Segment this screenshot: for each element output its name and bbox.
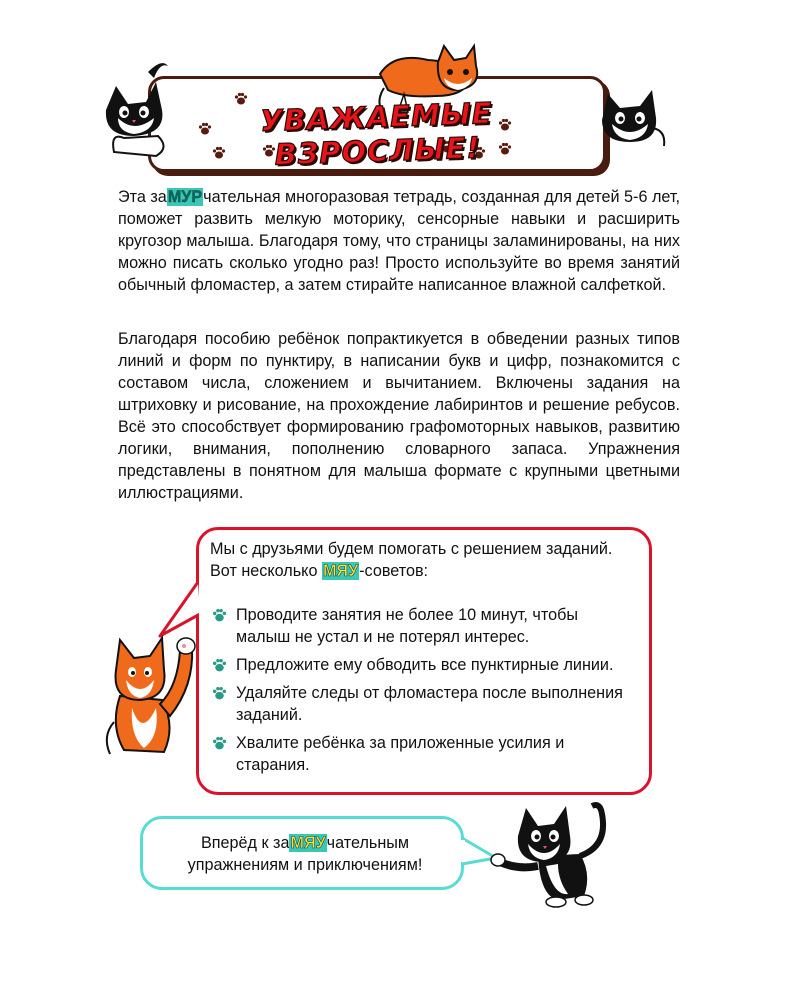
paw-bullet-icon [212,608,227,623]
mur-highlight: МУР [167,188,203,206]
cta-text: Вперёд к заМЯУчательным упражнениям и приключениям! [187,834,423,874]
paw-bullet-icon [212,686,227,701]
intro-paragraph-2: Благодаря пособию ребёнок попрактикуется в обведении разных типов линий и форм по пунктиру, в написании букв и цифр, познакомится с составом числа, сложением и вычитанием. Включены задания на штриховку и рисование, на прохождение лабиринтов и решение ребусов. Всё это способствует формированию графомоторных навыков, развитию логики, внимания, пополнению словарного запаса. Упражнения представлены в понятном для малыша формате с крупными цветными иллюстрациями. [118,330,680,502]
black-cat-right-illustration [596,80,668,152]
black-cat-pointing-illustration [488,796,618,912]
paw-bullet-icon [212,736,227,751]
list-item: Предложите ему обводить все пунктирные линии. [210,654,630,676]
paw-bullet-icon [212,658,227,673]
myau-highlight: МЯУ [322,562,359,580]
orange-cat-waving-illustration [96,626,206,766]
myau-highlight: МЯУ [290,834,326,852]
list-item: Проводите занятия не более 10 минут, чтобы малыш не устал и не потерял интерес. [210,604,630,648]
list-item: Хвалите ребёнка за приложенные усилия и старания. [210,732,630,776]
intro-paragraph-1: Эта заМУРчательная многоразовая тетрадь, созданная для детей 5-6 лет, поможет развить мелкую моторику, сенсорные навыки и расширить кругозор малыша. Благодаря тому, что страницы заламинированы, на них можно писать сколько угодно раз! Просто используйте во время занятий обычный фломастер, а затем стирайте написанное влажной салфеткой. [118,188,680,294]
advice-intro-text: Мы с друзьями будем помогать с решением заданий. Вот несколько МЯУ-советов: [210,540,613,580]
tips-list [210,604,630,776]
page-title: УВАЖАЕМЫЕ ВЗРОСЛЫЕ! [259,95,494,172]
list-item: Удаляйте следы от фломастера после выполнения заданий. [210,682,630,726]
